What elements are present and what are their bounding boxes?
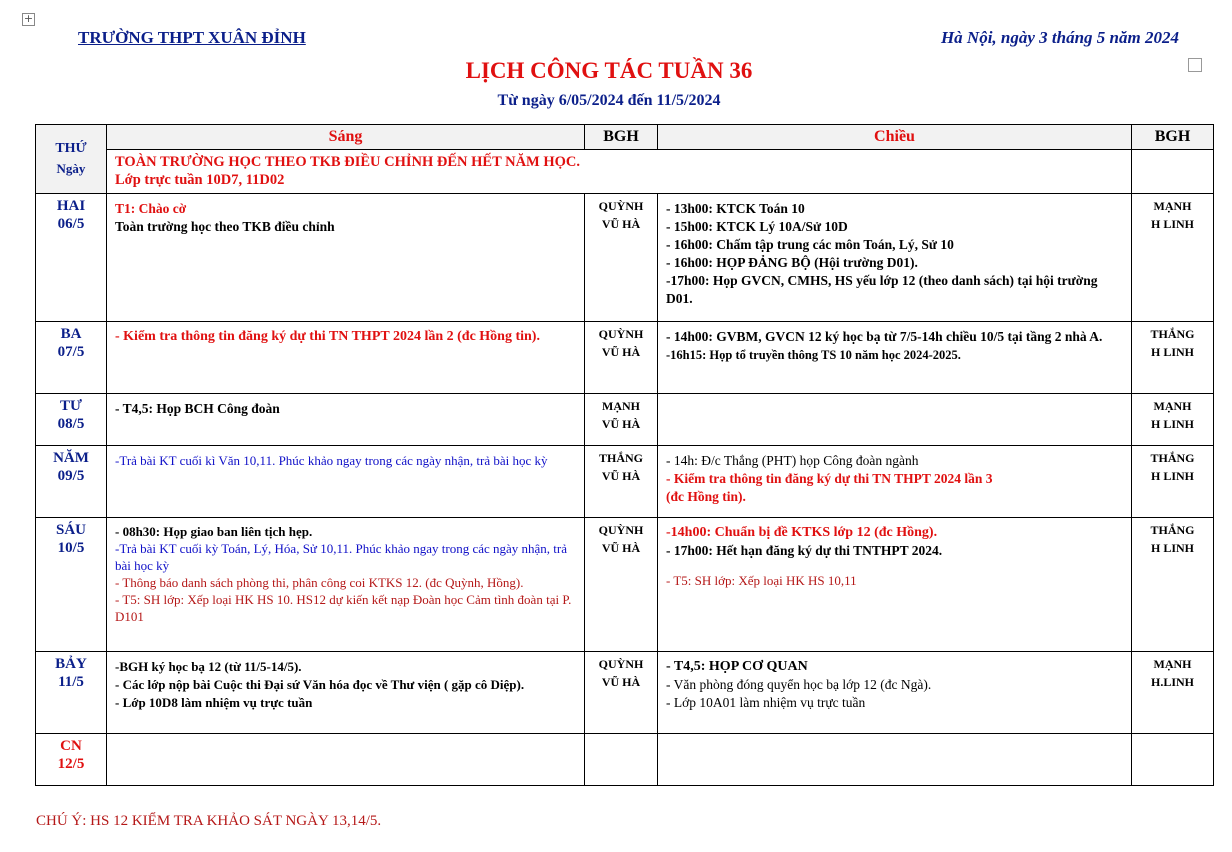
table-row-thu [36,446,1214,518]
morning-cell: -Trả bài KT cuối kì Văn 10,11. Phúc khảo ngay trong các ngày nhận, trả bài học kỳ [107,446,585,518]
schedule-table [35,124,1214,786]
bgh-morning-cell: QUỲNH VŨ HÀ [585,652,658,734]
bgh-morning-cell: QUỲNH VŨ HÀ [585,322,658,394]
bgh-afternoon-cell: THẮNG H LINH [1132,322,1214,394]
school-name: TRƯỜNG THPT XUÂN ĐỈNH [78,28,306,47]
col-afternoon-header: Chiều [658,125,1132,150]
page-subtitle: Từ ngày 6/05/2024 đến 11/5/2024 [497,92,721,109]
header-row [36,125,1214,150]
morning-cell: - Kiểm tra thông tin đăng ký dự thi TN THPT 2024 lần 2 (đc Hồng tin). [107,322,585,394]
afternoon-cell: - 14h: Đ/c Thắng (PHT) họp Công đoàn ngành - Kiểm tra thông tin đăng ký dự thi TN THPT 2024 lần 3 (đc Hồng tin). [658,446,1132,518]
table-row-sun [36,734,1214,786]
col-bgh-header: BGH [585,125,658,150]
bgh-afternoon-cell: MẠNH H.LINH [1132,652,1214,734]
day-cell: BA 07/5 [36,322,107,394]
afternoon-cell: -14h00: Chuẩn bị đề KTKS lớp 12 (đc Hồng). - 17h00: Hết hạn đăng ký dự thi TNTHPT 2024. - T5: SH lớp: Xếp loại HK HS 10,11 [658,518,1132,652]
afternoon-cell [658,734,1132,786]
morning-cell: - T4,5: Họp BCH Công đoàn [107,394,585,446]
afternoon-cell: - 14h00: GVBM, GVCN 12 ký học bạ từ 7/5-14h chiều 10/5 tại tầng 2 nhà A. -16h15: Họp tổ truyền thông TS 10 năm học 2024-2025. [658,322,1132,394]
bgh-afternoon-cell: THẮNG H LINH [1132,518,1214,652]
day-cell: TƯ 08/5 [36,394,107,446]
morning-cell: -BGH ký học bạ 12 (từ 11/5-14/5). - Các lớp nộp bài Cuộc thi Đại sứ Văn hóa đọc về Thư viện ( gặp cô Diệp). - Lớp 10D8 làm nhiệm vụ trực tuần [107,652,585,734]
general-notice: TOÀN TRƯỜNG HỌC THEO TKB ĐIỀU CHỈNH ĐẾN HẾT NĂM HỌC. Lớp trực tuần 10D7, 11D02 [107,150,1132,194]
bgh-morning-cell: MẠNH VŨ HÀ [585,394,658,446]
col-morning-header: Sáng [107,125,585,150]
table-move-handle-icon[interactable]: + [23,12,34,25]
bgh-morning-cell [585,734,658,786]
bgh-afternoon-cell: MẠNH H LINH [1132,194,1214,322]
bgh-afternoon-cell: THẮNG H LINH [1132,446,1214,518]
day-cell: SÁU 10/5 [36,518,107,652]
day-cell: CN 12/5 [36,734,107,786]
table-row-fri [36,518,1214,652]
bgh-afternoon-cell [1132,734,1214,786]
day-cell: HAI 06/5 [36,194,107,322]
col-bgh2-header: BGH [1132,125,1214,150]
bgh-morning-cell: QUỲNH VŨ HÀ [585,194,658,322]
table-row-wed [36,394,1214,446]
morning-cell [107,734,585,786]
day-cell: NĂM 09/5 [36,446,107,518]
morning-cell: - 08h30: Họp giao ban liên tịch hẹp. -Trả bài KT cuối kỳ Toán, Lý, Hóa, Sử 10,11. Phúc khảo ngay trong các ngày nhận, trả bài học kỳ - Thông báo danh sách phòng thi, phân công coi KTKS 12. (đc Quỳnh, Hồng). - T5: SH lớp: Xếp loại HK HS 10. HS12 dự kiến kết nạp Đoàn học Cảm tình đoàn tại P. D101 [107,518,585,652]
bgh-afternoon-cell: MẠNH H LINH [1132,394,1214,446]
afternoon-cell: - 13h00: KTCK Toán 10 - 15h00: KTCK Lý 10A/Sử 10D - 16h00: Chấm tập trung các môn Toán, Lý, Sử 10 - 16h00: HỌP ĐẢNG BỘ (Hội trường D01). -17h00: Họp GVCN, CMHS, HS yếu lớp 12 (theo danh sách) tại hội trường D01. [658,194,1132,322]
afternoon-cell: - T4,5: HỌP CƠ QUAN - Văn phòng đóng quyển học bạ lớp 12 (đc Ngà). - Lớp 10A01 làm nhiệm vụ trực tuần [658,652,1132,734]
page-title: LỊCH CÔNG TÁC TUẦN 36 [465,58,753,83]
table-row-sat [36,652,1214,734]
afternoon-cell [658,394,1132,446]
morning-cell: T1: Chào cờ Toàn trường học theo TKB điều chỉnh [107,194,585,322]
footer-note: CHÚ Ý: HS 12 KIỂM TRA KHẢO SÁT NGÀY 13,14/5. [36,813,382,829]
table-row-mon [36,194,1214,322]
day-cell: BẢY 11/5 [36,652,107,734]
date-line: Hà Nội, ngày 3 tháng 5 năm 2024 [940,28,1179,47]
col-day-header: THỨ Ngày [36,125,107,194]
bgh-morning-cell: THẮNG VŨ HÀ [585,446,658,518]
table-row-tue [36,322,1214,394]
general-row [36,150,1214,194]
bgh-morning-cell: QUỲNH VŨ HÀ [585,518,658,652]
